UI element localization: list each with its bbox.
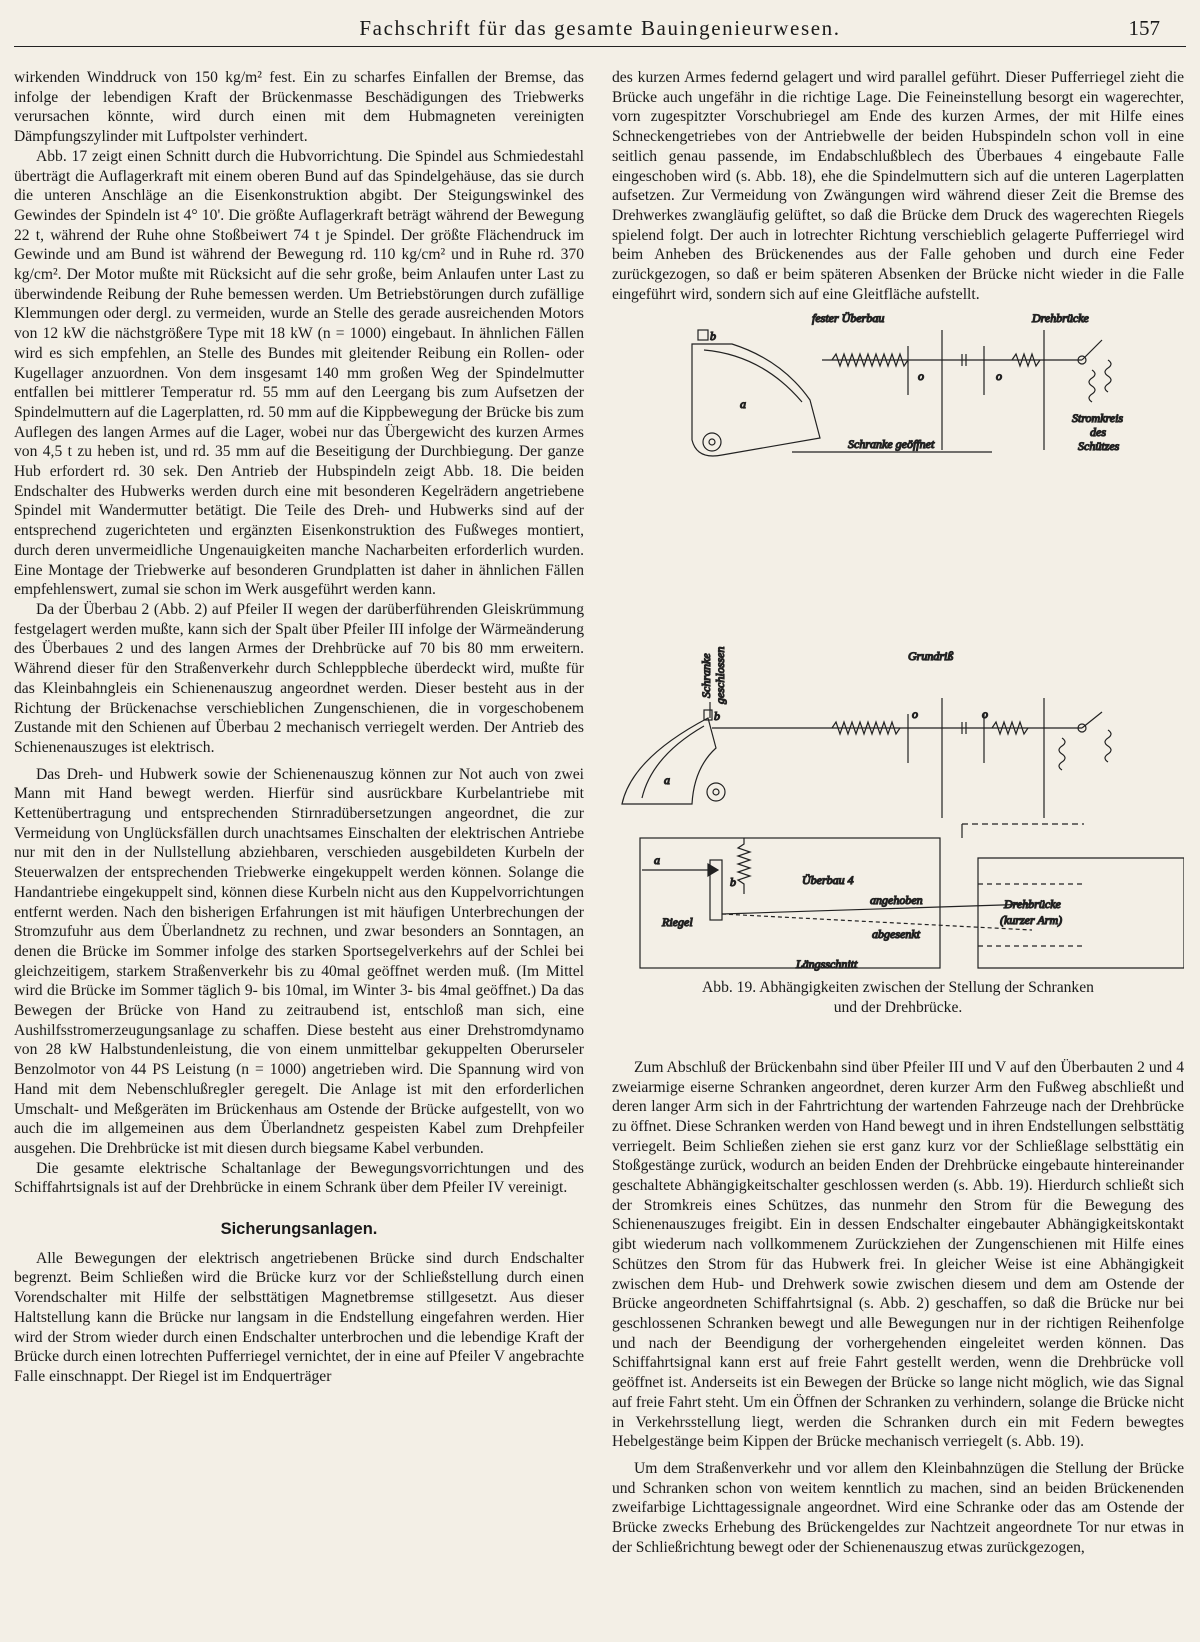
label-des: des: [1090, 425, 1106, 440]
coil: [1105, 730, 1111, 762]
label-angehoben: angehoben: [870, 893, 923, 908]
label-schuetzes: Schützes: [1078, 439, 1120, 454]
label-o: o: [982, 707, 988, 722]
journal-title: Fachschrift für das gesamte Bauingenieurwesen.: [359, 16, 841, 40]
figure-abb-19-lower: [612, 638, 1184, 976]
spring: [992, 722, 1028, 734]
label-schranke-geoeffnet: Schranke geöffnet: [848, 437, 935, 452]
caption-line: und der Drehbrücke.: [833, 999, 963, 1017]
paragraph: Um dem Straßenverkehr und vor allem den Kleinbahnzügen die Stellung der Brücke und Schranken schon von weitem kenntlich zu machen, sind an beiden Brückenenden zweifarbige Lichttagessignale angeordnet. Wird eine Schranke oder das am Ostende der Brücke zwecks Erhebung des Brückengeldes zur Nachtzeit angeordnete Tor nur etwas in der Schließrichtung bewegt oder der Schienenauszug etwas zurückgezogen,: [612, 1459, 1184, 1556]
spring: [832, 722, 900, 734]
label-laengsschnitt: Längsschnitt: [796, 957, 858, 972]
label-a: a: [664, 773, 670, 788]
contact-arm: [1082, 340, 1102, 360]
coil: [1059, 738, 1065, 770]
right-column: [612, 68, 1184, 1557]
label-geschlossen: geschlossen: [713, 647, 727, 705]
figure-abb-19: [612, 310, 1184, 632]
label-b: b: [714, 709, 720, 724]
pivot: [707, 783, 725, 801]
pivot: [703, 433, 721, 451]
label-o: o: [912, 707, 918, 722]
barrier-arm-closed: [622, 718, 716, 804]
label-kurzer-arm: (kurzer Arm): [1000, 913, 1063, 928]
figure-drawing-lower: [612, 638, 1184, 976]
spring-vertical: [738, 838, 750, 894]
label-fester-ueberbau: fester Überbau: [812, 311, 885, 326]
label-abgesenkt: abgesenkt: [872, 927, 920, 942]
label-b: b: [710, 329, 716, 344]
paragraph: Alle Bewegungen der elektrisch angetriebenen Brücke sind durch Endschalter begrenzt. Beim Schließen wird die Brücke kurz vor der Schließstellung durch einen Vorendschalter mit Hilfe der selbsttätigen Magnetbremse stillgesetzt. Aus dieser Haltstellung kann die Brücke nur langsam in die Endstellung eingefahren werden. Hier wird der Strom wieder durch einen Endschalter unterbrochen und die lebendige Kraft der Brücke durch einen lotrechten Pufferriegel vernichtet, der in eine auf Pfeiler V angebrachte Falle einschnappt. Der Riegel ist im Endquerträger: [14, 1249, 584, 1385]
page-header: [14, 10, 1186, 47]
paragraph: des kurzen Armes federnd gelagert und wird parallel geführt. Dieser Pufferriegel zieht die Brücke auch ungefähr in die richtige Lage. Die Feineinstellung besorgt ein wagerechter, vorn zugespitzter Vorschubriegel am Ende des kurzen Armes, der mit Hilfe eines Schneckengetriebes von der Antriebwelle der beiden Hubspindeln schon voll in eine seitlich genau passende, im Endabschlußblech des Überbaues 4 eingebaute Falle eingeschoben wird (s. Abb. 18), ehe die Spindelmuttern sich auf die unteren Lagerplatten aufsetzen. Zur Vermeidung von Zwängungen wird während dieser Zeit die Bremse des Drehwerkes zwangläufig gelüftet, so daß die Brücke dem Druck des wagerechten Riegels spielend folgt. Der auch in lotrechter Richtung verschieblich gelagerte Pufferriegel wird beim Anheben des Brückenendes aus der Falle gehoben und durch eine Feder zurückgezogen, so daß er beim späteren Absenken der Brücke nicht wieder in die Falle eingeführt wird, sondern sich auf eine Gleitfläche aufstellt.: [612, 69, 1184, 303]
label-a: a: [740, 397, 746, 412]
paragraph: Das Dreh- und Hubwerk sowie der Schienenauszug können zur Not auch von zwei Mann mit Hand bewegt werden. Hierfür sind ausrückbare Kurbelantriebe mit Kettenübertragung und entsprechenden Stirnradübersetzungen angeordnet, die zur Vermeidung von Unglücksfällen durch unachtsames Einschalten der elektrischen Antriebe nur mit den in der Nullstellung abziehbaren, verschieden ausgebildeten Kurbeln der Steuerwalzen der entsprechenden Triebwerke eingekuppelt werden können. Solange die Handantriebe eingekuppelt sind, können diese Kurbeln nicht aus den Kuppelvorrichtungen entfernt werden. Nach den bisherigen Erfahrungen ist mit häufigen Unterbrechungen der Stromzufuhr aus dem Überlandnetz zu rechnen, und zwar besonders an Sonntagen, an denen die Brücke im Sommer infolge des starken Sportsegelverkehrs auf der Schlei bei gleichzeitigem, starkem Straßenverkehr bis zu 40mal geöffnet werden muß. (Im Mittel wird die Brücke im Sommer täglich 9- bis 10mal, im Winter 3- bis 4mal geöffnet.) Da das Bewegen der Brücke von Hand zu zeitraubend ist, entschloß man sich, eine Aushilfsstromerzeugungsanlage zu schaffen. Diese besteht aus einer Drehstromdynamo von 28 kW Halbstundenleistung, die von einem unmittelbar gekuppelten Oberurseler Benzolmotor von 44 PS Leistung (n = 1000) angetrieben wird. Die Spannung wird von Hand mit dem Nebenschlußregler geregelt. Die Anlage ist mit den erforderlichen Umschalt- und Meßgeräten im Brückenhaus am Ostende der Brücke aufgestellt, von wo auch die im allgemeinen aus dem Überlandnetz gespeisten Kabel zum Drehpfeiler ausgehen. Die Drehbrücke ist mit diesen durch biegsame Kabel verbunden.: [14, 765, 584, 1157]
paragraph: Die gesamte elektrische Schaltanlage der Bewegungsvorrichtungen und des Schiffahrtsignals ist auf der Drehbrücke in einem Schrank über dem Pfeiler IV vereinigt.: [14, 1159, 584, 1197]
coil: [1105, 360, 1111, 392]
paragraph: Abb. 17 zeigt einen Schnitt durch die Hubvorrichtung. Die Spindel aus Schmiedestahl überträgt die Auflagerkraft mit einem oberen Bund auf das Spindelgehäuse, das sie durch die unteren Anschläge an die Eisenkonstruktion abgibt. Der Steigungswinkel des Gewindes der Spindeln ist 4° 10'. Die größte Auflagerkraft beträgt während der Bewegung 22 t, während der Ruhe ohne Stoßbeiwert 74 t je Spindel. Der größte Flächendruck im Gewinde und am Bund ist während der Bewegung rd. 110 kg/cm² und in Ruhe rd. 370 kg/cm². Der Motor mußte mit Rücksicht auf die sehr große, beim Anlaufen unter Last zu überwindende Reibung der Ruhe bemessen werden. Um Betriebstörungen durch zufällige Klemmungen oder dergl. zu vermeiden, wurde an Stelle des gerade ausreichenden Motors von 12 kW die nächstgrößere Type mit 18 kW (n = 1000) eingebaut. In ähnlichen Fällen wird es sich empfehlen, an Stelle des Bundes mit gleitender Reibung ein Rollen- oder Kugellager anzuordnen. Von dem insgesamt 140 mm großen Weg der Spindelmutter entfallen bei mittlerer Temperatur rd. 55 mm auf den Leergang bis zum Aufsetzen der Spindelmuttern auf die Lagerplatten, rd. 50 mm auf die Kippbewegung der Brücke bis zum Auflegen des langen Armes auf die Lager, wobei nur das Übergewicht des kurzen Armes von 4,5 t zu heben ist, und rd. 35 mm auf die Beseitigung der Durchbiegung. Der ganze Hub erfordert rd. 30 sek. Den Antrieb der Hubspindeln zeigt Abb. 18. Die beiden Endschalter des Hubwerks werden durch eine mit besonderen Kegelrädern angetriebene Spindel mit Wandermutter betätigt. Die Teile des Dreh- und Hubwerks sind auf der entsprechend zugerichteten und ergänzten Eisenkonstruktion des Fußweges montiert, durch deren unvermeidliche Ungenauigkeiten manche Nacharbeiten erforderlich wurden. Eine Montage der Triebwerke auf besonderen Grundplatten ist daher in ähnlichen Fällen empfehlenswert, zumal sie schon im Werk ausgeführt werden kann.: [14, 147, 584, 599]
label-b: b: [730, 875, 736, 890]
switch-box-b: [698, 330, 708, 340]
label-o: o: [996, 369, 1002, 384]
figure-caption: [612, 978, 1184, 1017]
label-o: o: [918, 369, 924, 384]
left-column: [14, 68, 584, 1387]
paragraph: Zum Abschluß der Brückenbahn sind über Pfeiler III und V auf den Überbauten 2 und 4 zweiarmige eiserne Schranken angeordnet, deren kurzer Arm den Fußweg abschließt und deren langer Arm sich in der Fahrtrichtung der wartenden Fahrzeuge nach der Drehbrücke zu öffnet. Diese Schranken werden von Hand bewegt und in ihren Endstellungen selbsttätig verriegelt. Beim Schließen ziehen sie erst ganz kurz vor der Schließlage selbsttätig ein Stoßgestänge zurück, wodurch an beiden Enden der Drehbrücke eingebaute hintereinander geschaltete Abhängigkeitschalter geschlossen werden (s. Abb. 19). Hierdurch schließt sich der Stromkreis eines Schützes, das nunmehr den Strom für die Bewegung des Schienenauszuges freigibt. Ein in dessen Endschalter eingebauter Abhängigkeitskontakt gibt wiederum nach vollkommenem Zurückziehen der Zungenschienen mit Hilfe eines Schützes den Strom für das Hubwerk frei. In gleicher Weise ist eine Abhängigkeit zwischen dem Hub- und Drehwerk sowie zwischen diesem und dem am Ostende der Brücke angeordneten Schiffahrtsignal (s. Abb. 2) geschaffen, so daß die Brücke nur bei geschlossenen Schranken bewegt und alle Bewegungen nur in der richtigen Reihenfolge und nach der Beendigung der vorhergehenden eingeleitet werden können. Das Schiffahrtsignal kann erst auf freie Fahrt gestellt werden, wenn die Drehbrücke voll geöffnet ist. Anderseits ist ein Bewegen der Brücke so lange nicht möglich, wie das Signal auf freie Fahrt steht. Um ein Öffnen der Schranken zu verhindern, solange die Brücke nicht in Verkehrsstellung liegt, werden die Schranken durch ein mit Federn bewegtes Hebelgestänge beim Kippen der Brücke mechanisch verriegelt (s. Abb. 19).: [612, 1058, 1184, 1451]
label-riegel: Riegel: [662, 915, 693, 930]
page-number: 157: [1128, 16, 1160, 40]
barrier-curve: [704, 350, 802, 402]
paragraph: wirkenden Winddruck von 150 kg/m² fest. Ein zu scharfes Einfallen der Bremse, das infolge der lebendigen Kraft der Brückenmasse Beschädigungen des Triebwerks verursachen könnte, wird durch einen mit dem Hubmagneten vereinigten Dämpfungszylinder mit Luftpolster verhindert.: [14, 69, 584, 146]
contact-arm: [1082, 712, 1102, 728]
label-schranke: Schranke: [699, 653, 713, 699]
label-grundriss: Grundriß: [908, 649, 954, 664]
label-a: a: [654, 853, 660, 868]
coil: [1089, 370, 1095, 402]
label-ueberbau-4: Überbau 4: [802, 873, 854, 888]
figure-drawing: [612, 310, 1184, 632]
label-drehbruecke: Drehbrücke: [1032, 311, 1089, 326]
paragraph: Da der Überbau 2 (Abb. 2) auf Pfeiler II wegen der darüberführenden Gleiskrümmung festgelagert werden mußte, kann sich der Spalt über Pfeiler III infolge der Wärmeänderung des Überbaues 2 und des langen Armes der Drehbrücke auf 70 bis 80 mm erweitern. Während dieser für den Straßenverkehr durch Schleppbleche überdeckt wird, mußte für das Kleinbahngleis ein Schienenauszug angeordnet werden. Dieser besteht aus in der Richtung der Brückenachse verschieblichen Zungenschienen, die in vorgeschobenem Zustande mit den Schienen auf Überbau 2 mechanisch verriegelt werden. Der Antrieb des Schienenauszuges ist elektrisch.: [14, 600, 584, 756]
caption-line: Abb. 19. Abhängigkeiten zwischen der Stellung der Schranken: [702, 979, 1094, 997]
pivot-center: [709, 439, 715, 445]
section-heading: Sicherungsanlagen.: [220, 1220, 378, 1239]
label-drehbruecke: Drehbrücke: [1004, 897, 1061, 912]
pivot-center: [713, 789, 719, 795]
label-stromkreis: Stromkreis: [1072, 411, 1124, 426]
